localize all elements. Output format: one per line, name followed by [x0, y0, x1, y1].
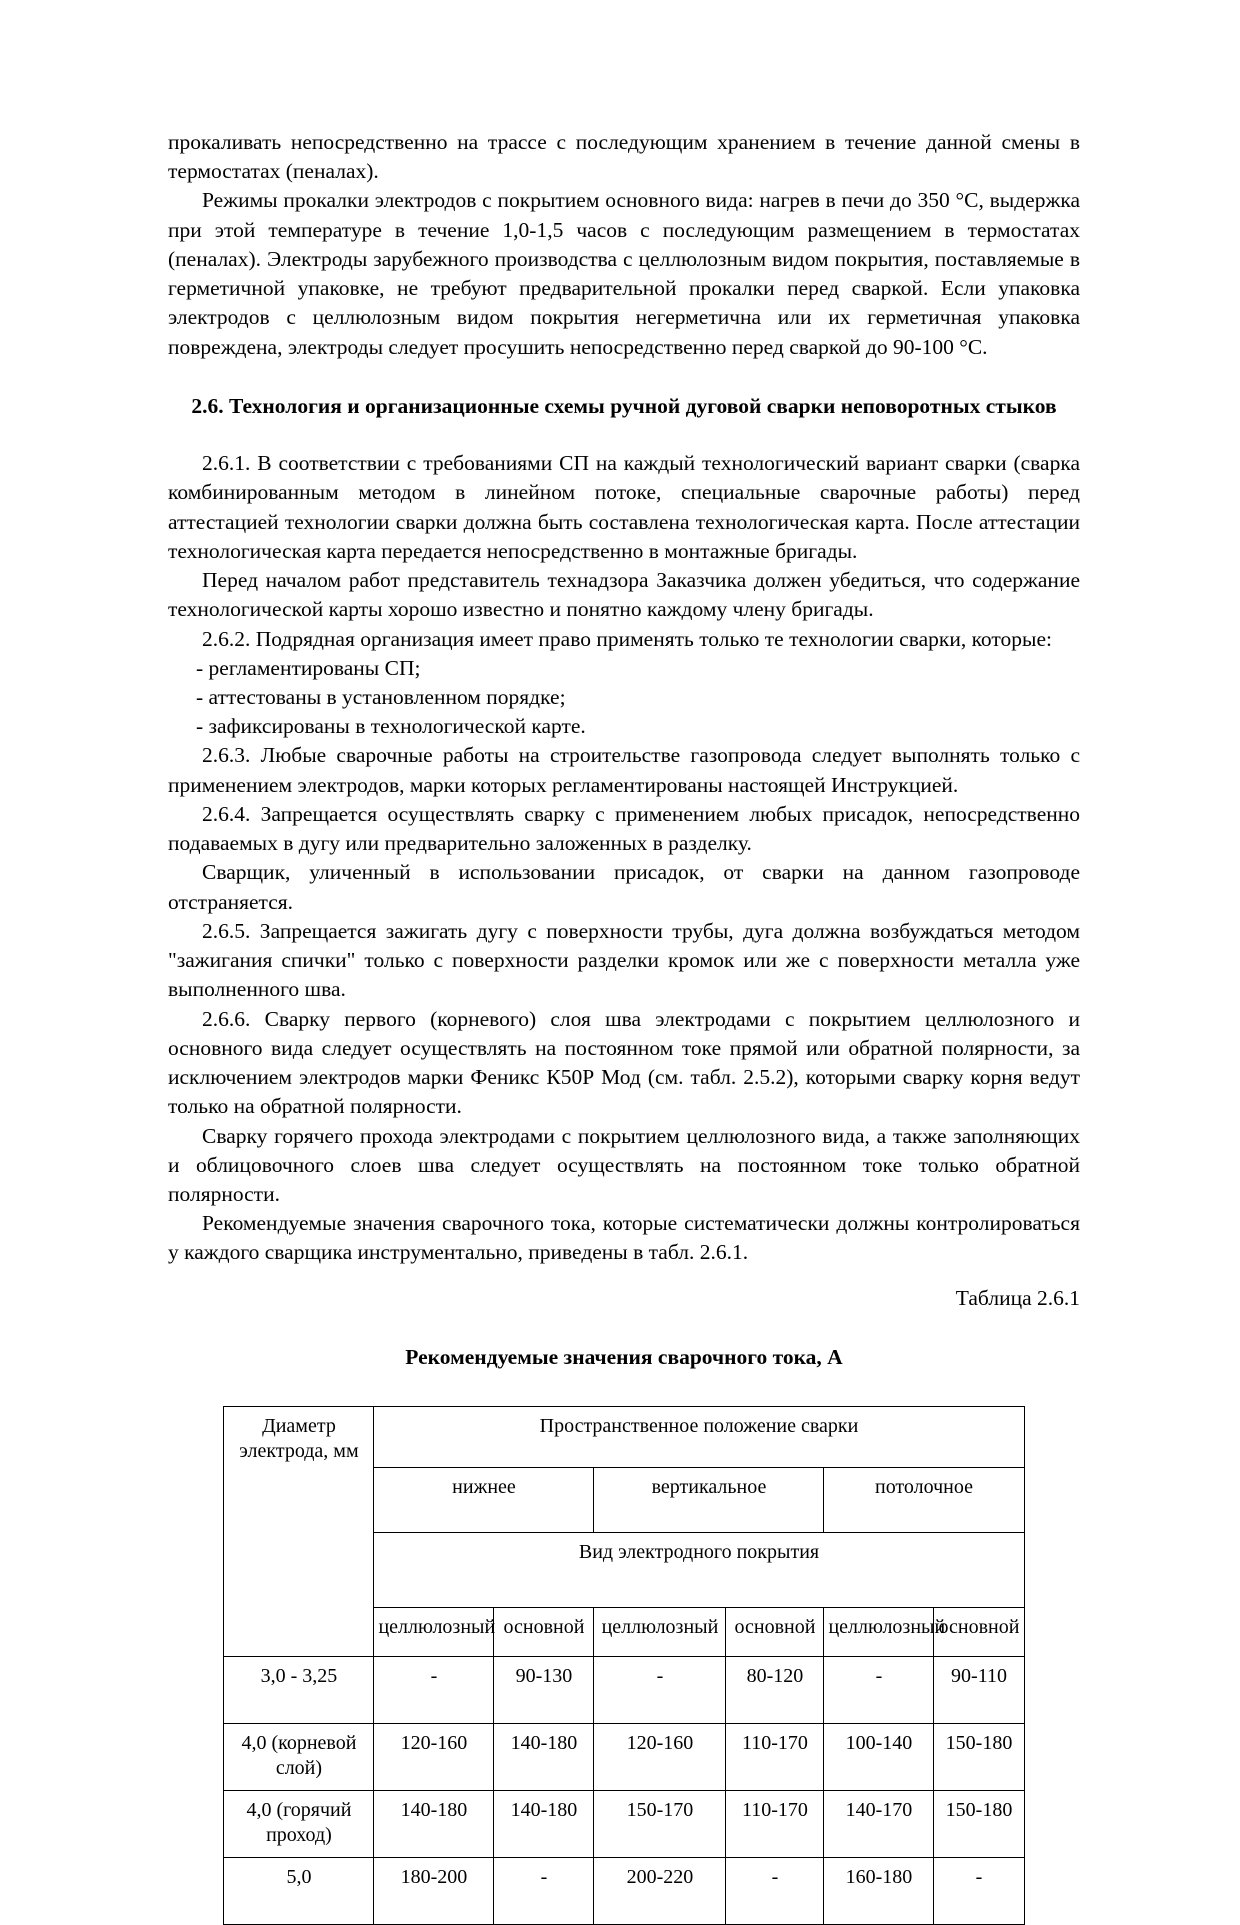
row-label: 4,0 (корневой слой)	[224, 1724, 374, 1791]
table-row	[224, 1724, 1024, 1791]
cell-value: 200-220	[594, 1858, 726, 1925]
header-coating-3: целлюлозный	[594, 1608, 726, 1657]
header-coating-1: целлюлозный	[374, 1608, 494, 1657]
paragraph-2-6-5: 2.6.5. Запрещается зажигать дугу с поверхности трубы, дуга должна возбуждаться методом "зажигания спички" только с поверхности разделки кромок или же с поверхности металла уже выполненного шва.	[168, 918, 1080, 1002]
cell-value: 100-140	[824, 1724, 934, 1791]
table-reference: Таблица 2.6.1	[955, 1285, 1080, 1310]
cell-value: -	[494, 1858, 594, 1925]
paragraph-2-6-6: 2.6.6. Сварку первого (корневого) слоя шва электродами с покрытием целлюлозного и основного вида следует осуществлять на постоянном токе прямой или обратной полярности, за исключением электродов марки Феникс К50Р Мод (см. табл. 2.5.2), которыми сварку корня ведут только на обратной полярности.	[168, 1006, 1080, 1119]
cell-value: 150-180	[934, 1724, 1024, 1791]
paragraph-2-6-4: 2.6.4. Запрещается осуществлять сварку с применением любых присадок, непосредственно подаваемых в дугу или предварительно заложенных в разделку.	[168, 801, 1080, 856]
cell-value: 140-170	[824, 1791, 934, 1858]
cell-value: 150-180	[934, 1791, 1024, 1858]
cell-value: 150-170	[594, 1791, 726, 1858]
cell-value: 90-110	[934, 1657, 1024, 1724]
paragraph-2-6-3: 2.6.3. Любые сварочные работы на строительстве газопровода следует выполнять только с применением электродов, марки которых регламентированы настоящей Инструкцией.	[168, 743, 1080, 797]
table-row	[224, 1657, 1024, 1724]
paragraph-2-6-1: 2.6.1. В соответствии с требованиями СП на каждый технологический вариант сварки (сварка комбинированным методом в линейном потоке, специальные сварочные работы) перед аттестацией технологии сварки должна быть составлена технологическая карта. После аттестации технологическая карта передается непосредственно в монтажные бригады.	[168, 451, 1080, 563]
page-content	[168, 128, 1080, 1925]
list-item: - регламентированы СП;	[196, 655, 421, 680]
paragraph-2-6-2: 2.6.2. Подрядная организация имеет право применять только те технологии сварки, которые:	[202, 626, 1052, 651]
cell-value: 140-180	[494, 1724, 594, 1791]
cell-value: -	[594, 1657, 726, 1724]
table-row	[224, 1858, 1024, 1925]
paragraph-hot-pass: Сварку горячего прохода электродами с покрытием целлюлозного вида, а также заполняющих и облицовочного слоев шва следует осуществлять на постоянном токе только обратной полярности.	[168, 1123, 1080, 1206]
header-coating-4: основной	[726, 1608, 824, 1657]
cell-value: -	[824, 1657, 934, 1724]
cell-value: 180-200	[374, 1858, 494, 1925]
header-coating-6: основной	[934, 1608, 1024, 1657]
header-coating-5: целлюлозный	[824, 1608, 934, 1657]
cell-value: 120-160	[594, 1724, 726, 1791]
header-spatial-position: Пространственное положение сварки	[374, 1407, 1024, 1468]
row-label: 5,0	[224, 1858, 374, 1925]
cell-value: 110-170	[726, 1791, 824, 1858]
cell-value: 120-160	[374, 1724, 494, 1791]
paragraph-intro-0: прокаливать непосредственно на трассе с последующим хранением в течение данной смены в термостатах (пеналах).	[168, 130, 1080, 184]
table-title: Рекомендуемые значения сварочного тока, А	[405, 1344, 843, 1369]
row-label: 4,0 (горячий проход)	[224, 1791, 374, 1858]
header-position-lower: нижнее	[374, 1468, 594, 1533]
paragraph-welder-removal: Сварщик, уличенный в использовании присадок, от сварки на данном газопроводе отстраняется.	[168, 860, 1080, 914]
header-diameter: Диаметр электрода, мм	[224, 1407, 374, 1657]
paragraph-tech-supervision: Перед началом работ представитель технадзора Заказчика должен убедиться, что содержание технологической карты хорошо известно и понятно каждому члену бригады.	[168, 568, 1080, 622]
cell-value: 110-170	[726, 1724, 824, 1791]
cell-value: 140-180	[494, 1791, 594, 1858]
list-item: - зафиксированы в технологической карте.	[196, 714, 586, 739]
cell-value: 160-180	[824, 1858, 934, 1925]
table-header-row-group	[224, 1407, 1024, 1468]
section-heading: 2.6. Технология и организационные схемы ручной дуговой сварки неповоротных стыков	[191, 393, 1057, 418]
paragraph-recommended-current: Рекомендуемые значения сварочного тока, которые систематически должны контролироваться у каждого сварщика инструментально, приведены в табл. 2.6.1.	[168, 1211, 1080, 1265]
table-row	[224, 1791, 1024, 1858]
cell-value: -	[374, 1657, 494, 1724]
cell-value: 80-120	[726, 1657, 824, 1724]
header-position-overhead: потолочное	[824, 1468, 1024, 1533]
row-label: 3,0 - 3,25	[224, 1657, 374, 1724]
cell-value: -	[934, 1858, 1024, 1925]
cell-value: -	[726, 1858, 824, 1925]
paragraph-intro-1: Режимы прокалки электродов с покрытием основного вида: нагрев в печи до 350 °C, выдержка при этой температуре в течение 1,0-1,5 часов с последующим размещением в термостатах (пеналах). Электроды зарубежного производства с целлюлозным видом покрытия, поставляемые в герметичной упаковке, не требуют предварительной прокалки перед сваркой. Если упаковка электродов с целлюлозным видом покрытия негерметична или их герметичная упаковка повреждена, электроды следует просушить непосредственно перед сваркой до 90-100 °C.	[168, 188, 1080, 359]
header-coating-2: основной	[494, 1608, 594, 1657]
welding-current-table	[223, 1406, 1024, 1925]
cell-value: 90-130	[494, 1657, 594, 1724]
header-position-vertical: вертикальное	[594, 1468, 824, 1533]
cell-value: 140-180	[374, 1791, 494, 1858]
list-item: - аттестованы в установленном порядке;	[196, 684, 566, 709]
header-coating-type: Вид электродного покрытия	[374, 1533, 1024, 1608]
